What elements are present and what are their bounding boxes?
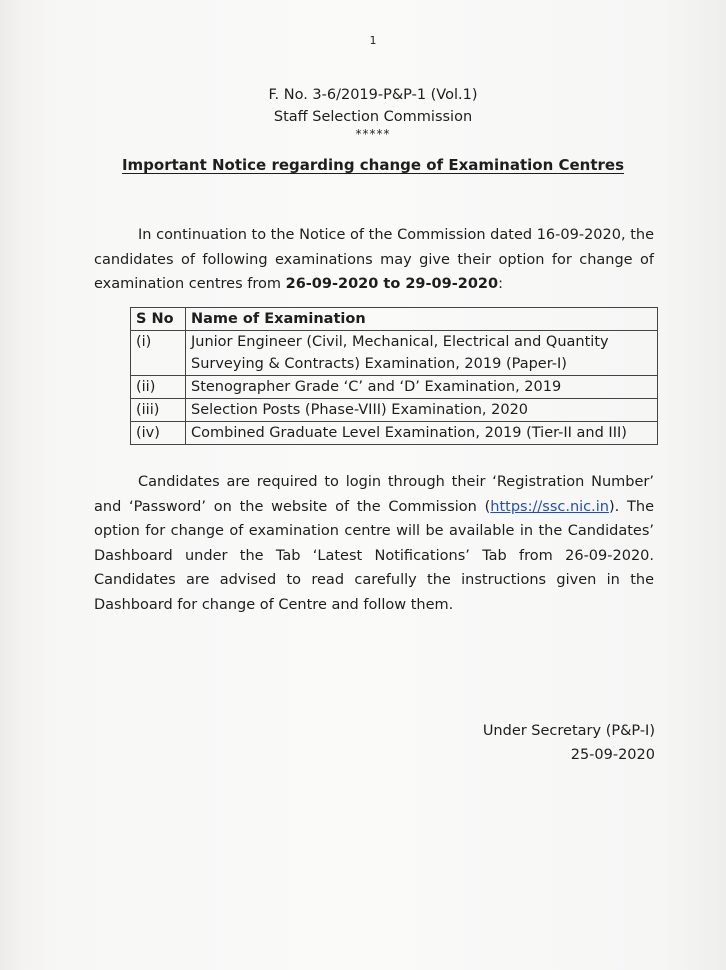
- instructions-text-before-link: Candidates are required to login through their ‘Registration Number’ and ‘Password’ on the website of the Commission (: [94, 474, 654, 515]
- column-header-sno: S No: [131, 308, 186, 331]
- column-header-exam-name: Name of Examination: [186, 308, 658, 331]
- table-header-row: [131, 308, 658, 331]
- intro-suffix: :: [498, 276, 503, 292]
- separator-stars: *****: [355, 127, 391, 141]
- row-sno: (iii): [131, 399, 186, 422]
- page-number: 1: [369, 34, 377, 47]
- row-sno: (iv): [131, 422, 186, 445]
- instructions-paragraph: [94, 470, 654, 617]
- row-sno: (i): [131, 331, 186, 376]
- row-exam-name: Combined Graduate Level Examination, 2019 (Tier-II and III): [186, 422, 658, 445]
- table-row: [131, 422, 658, 445]
- intro-text: In continuation to the Notice of the Commission dated 16-09-2020, the candidates of following examinations may give their option for change of examination centres from: [94, 227, 654, 292]
- instructions-text-after-link: ). The option for change of examination centre will be available in the Candidates’ Dashboard under the Tab ‘Latest Notifications’ Tab from 26-09-2020. Candidates are advised to read carefully the instructions given in the Dashboard for change of Centre and follow them.: [94, 498, 654, 613]
- commission-website-link[interactable]: https://ssc.nic.in: [490, 498, 609, 515]
- row-sno: (ii): [131, 376, 186, 399]
- intro-paragraph: [94, 223, 654, 297]
- signature-block: [380, 719, 655, 767]
- organization-name: Staff Selection Commission: [273, 109, 473, 125]
- table-row: [131, 376, 658, 399]
- document-header: [0, 84, 726, 140]
- row-exam-name: Stenographer Grade ‘C’ and ‘D’ Examination, 2019: [186, 376, 658, 399]
- notice-date: 25-09-2020: [570, 747, 655, 763]
- table-row: [131, 331, 658, 376]
- option-dates: 26-09-2020 to 29-09-2020: [285, 276, 499, 292]
- examinations-table: [130, 307, 658, 445]
- signatory-designation: Under Secretary (P&P-I): [482, 723, 655, 739]
- file-number: F. No. 3-6/2019-P&P-1 (Vol.1): [268, 87, 478, 103]
- table-row: [131, 399, 658, 422]
- row-exam-name: Junior Engineer (Civil, Mechanical, Electrical and Quantity Surveying & Contracts) Examination, 2019 (Paper-I): [186, 331, 658, 376]
- notice-title: Important Notice regarding change of Examination Centres: [121, 156, 625, 174]
- row-exam-name: Selection Posts (Phase-VIII) Examination, 2020: [186, 399, 658, 422]
